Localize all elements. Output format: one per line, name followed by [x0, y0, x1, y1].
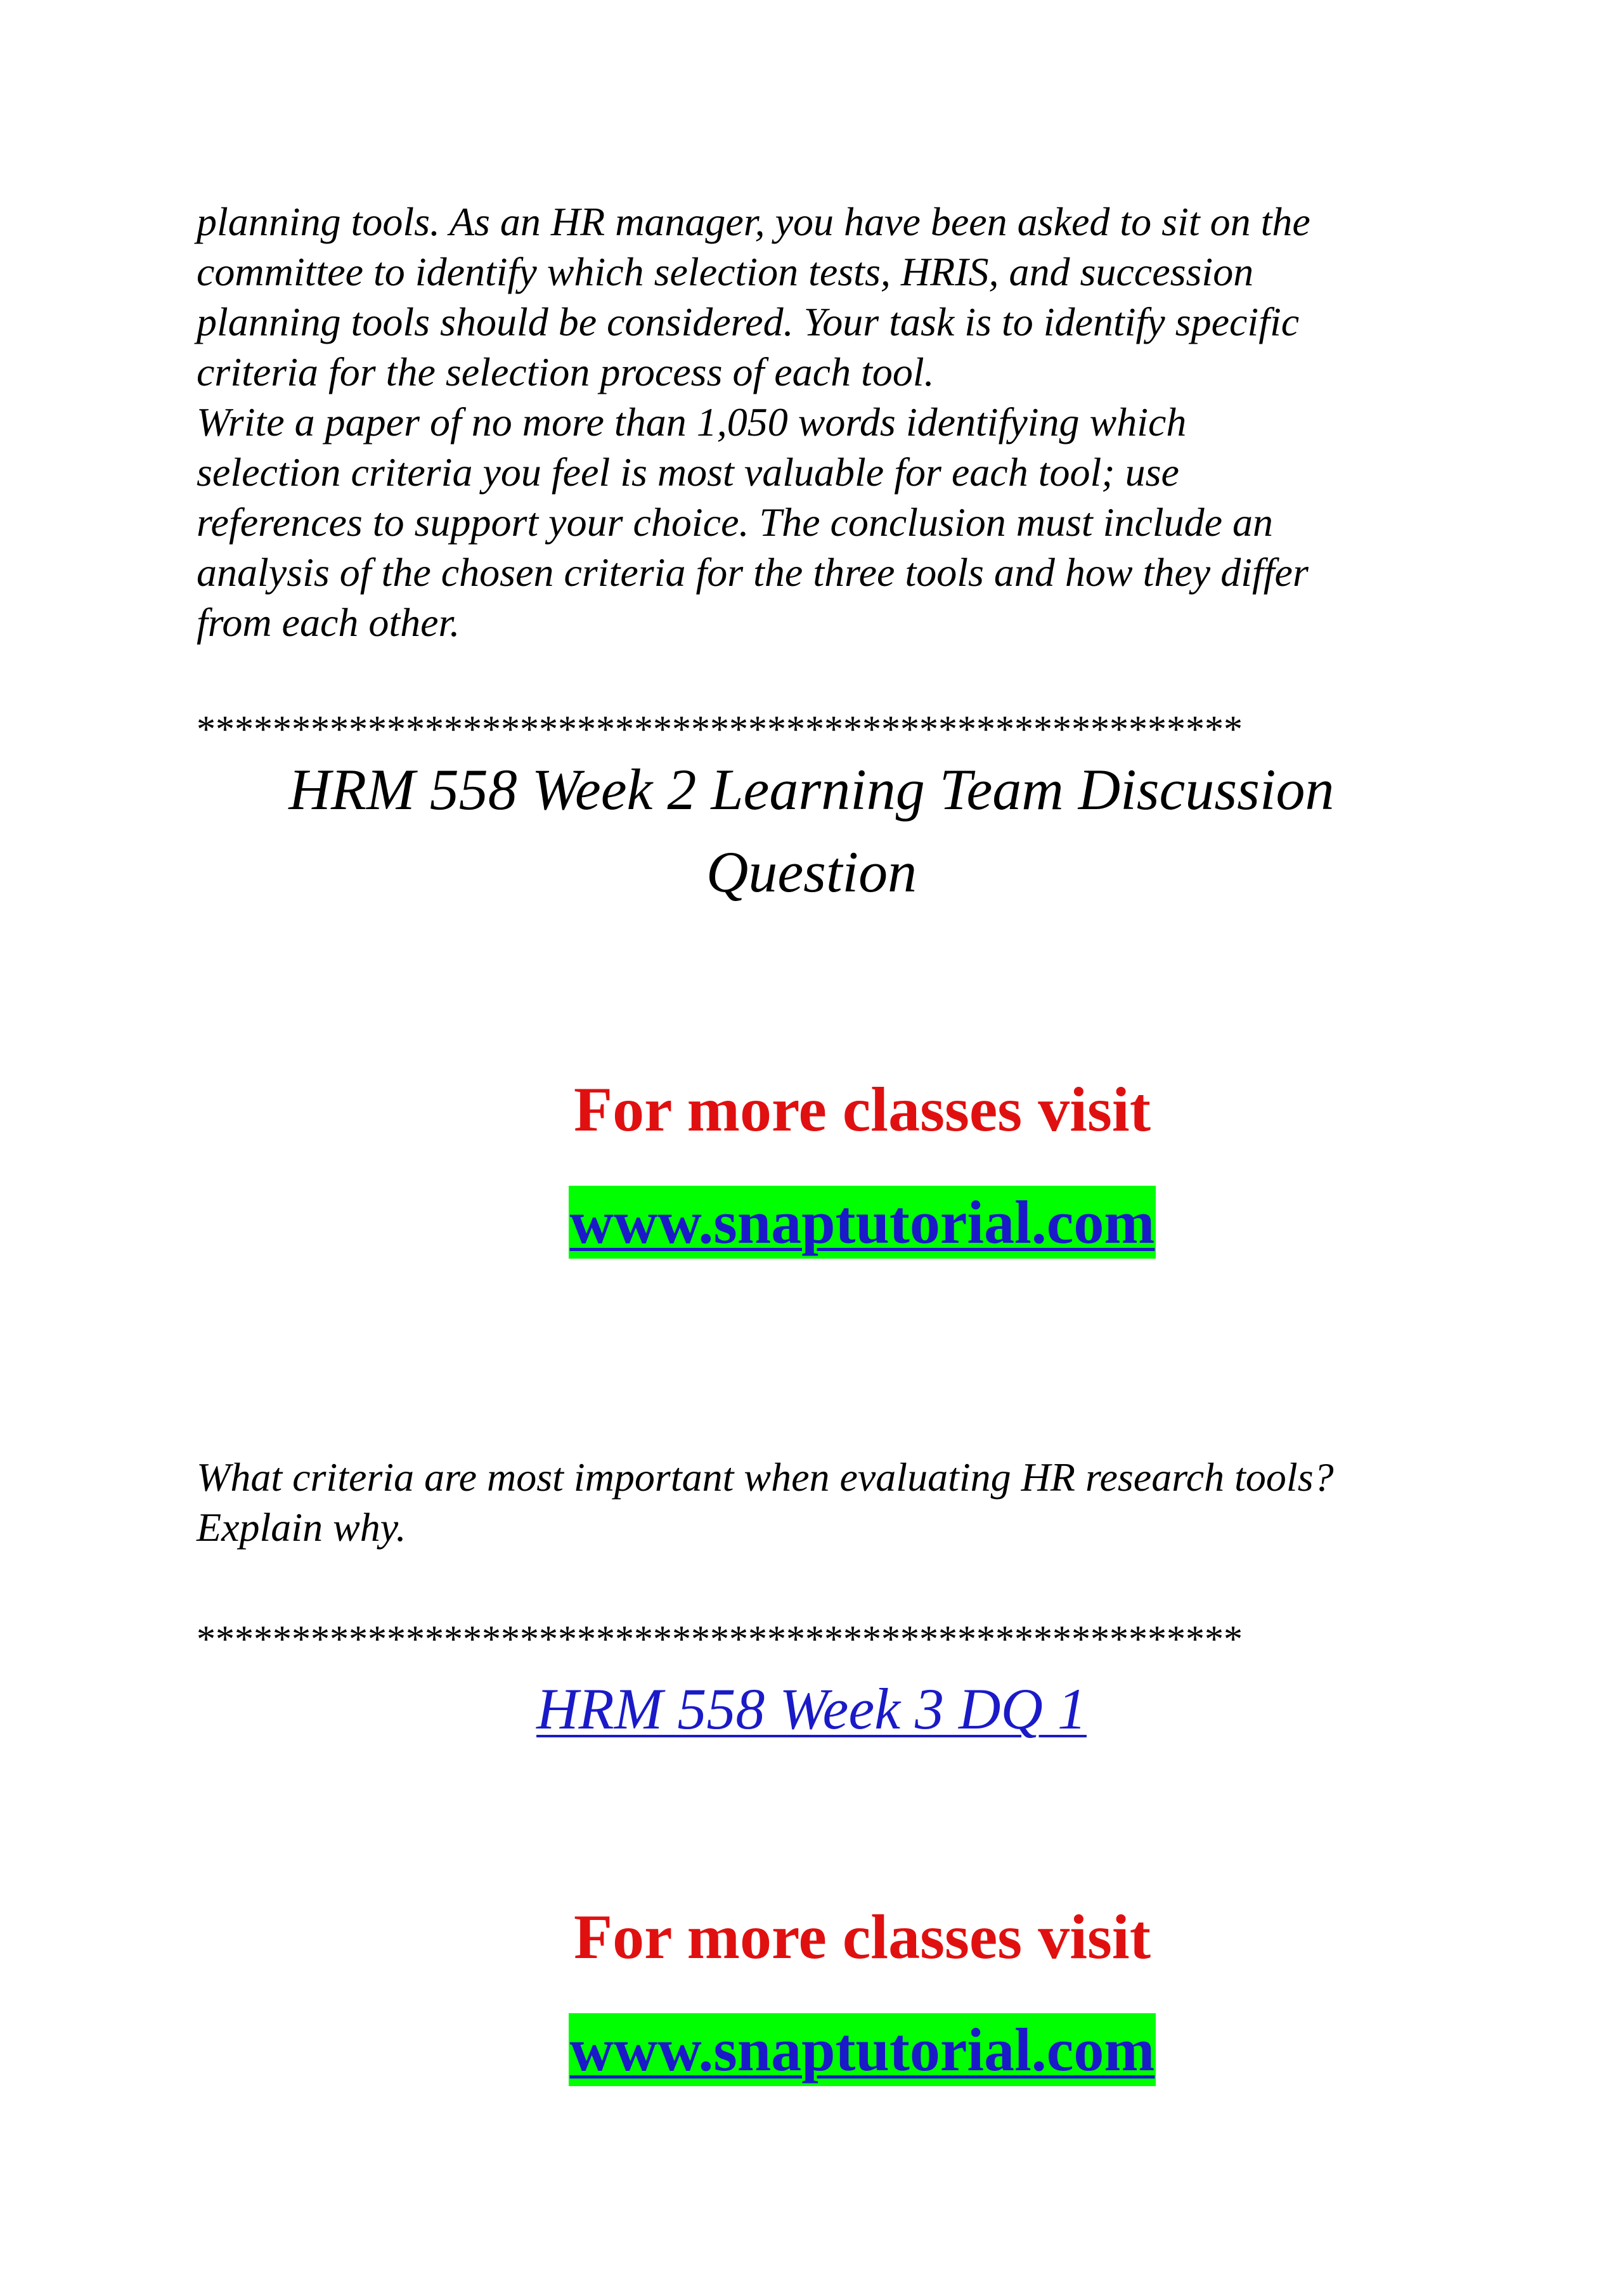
snaptutorial-link[interactable]: www.snaptutorial.com [569, 2013, 1156, 2086]
section-heading-week3-link[interactable]: HRM 558 Week 3 DQ 1 [536, 1677, 1087, 1741]
intro-paragraph: planning tools. As an HR manager, you have been asked to sit on the committee to identify which selection tests, HRIS, and succession planning tools should be considered. Your task is to identify specific criteria for the selection process of each tool. Write a paper of no more than 1,050 words identifying which selection criteria you feel is most valuable for each tool; use references to support your choice. The conclusion must include an analysis of the chosen criteria for the three tools and how they differ from each other. [197, 199, 1310, 645]
separator-line: ******************************************************* [197, 710, 1243, 748]
section-heading-week2-text: HRM 558 Week 2 Learning Team Discussion Question [288, 757, 1335, 904]
promo-link-container [0, 1186, 1623, 1259]
discussion-question: What criteria are most important when evaluating HR research tools? Explain why. [197, 1455, 1334, 1550]
promo-text: For more classes visit [573, 1902, 1151, 1972]
snaptutorial-link[interactable]: www.snaptutorial.com [569, 1186, 1156, 1259]
section-heading-week2 [0, 748, 1623, 913]
separator-line: ******************************************************* [197, 1620, 1243, 1658]
promo-text: For more classes visit [573, 1074, 1151, 1145]
promo-link-container [0, 2013, 1623, 2086]
